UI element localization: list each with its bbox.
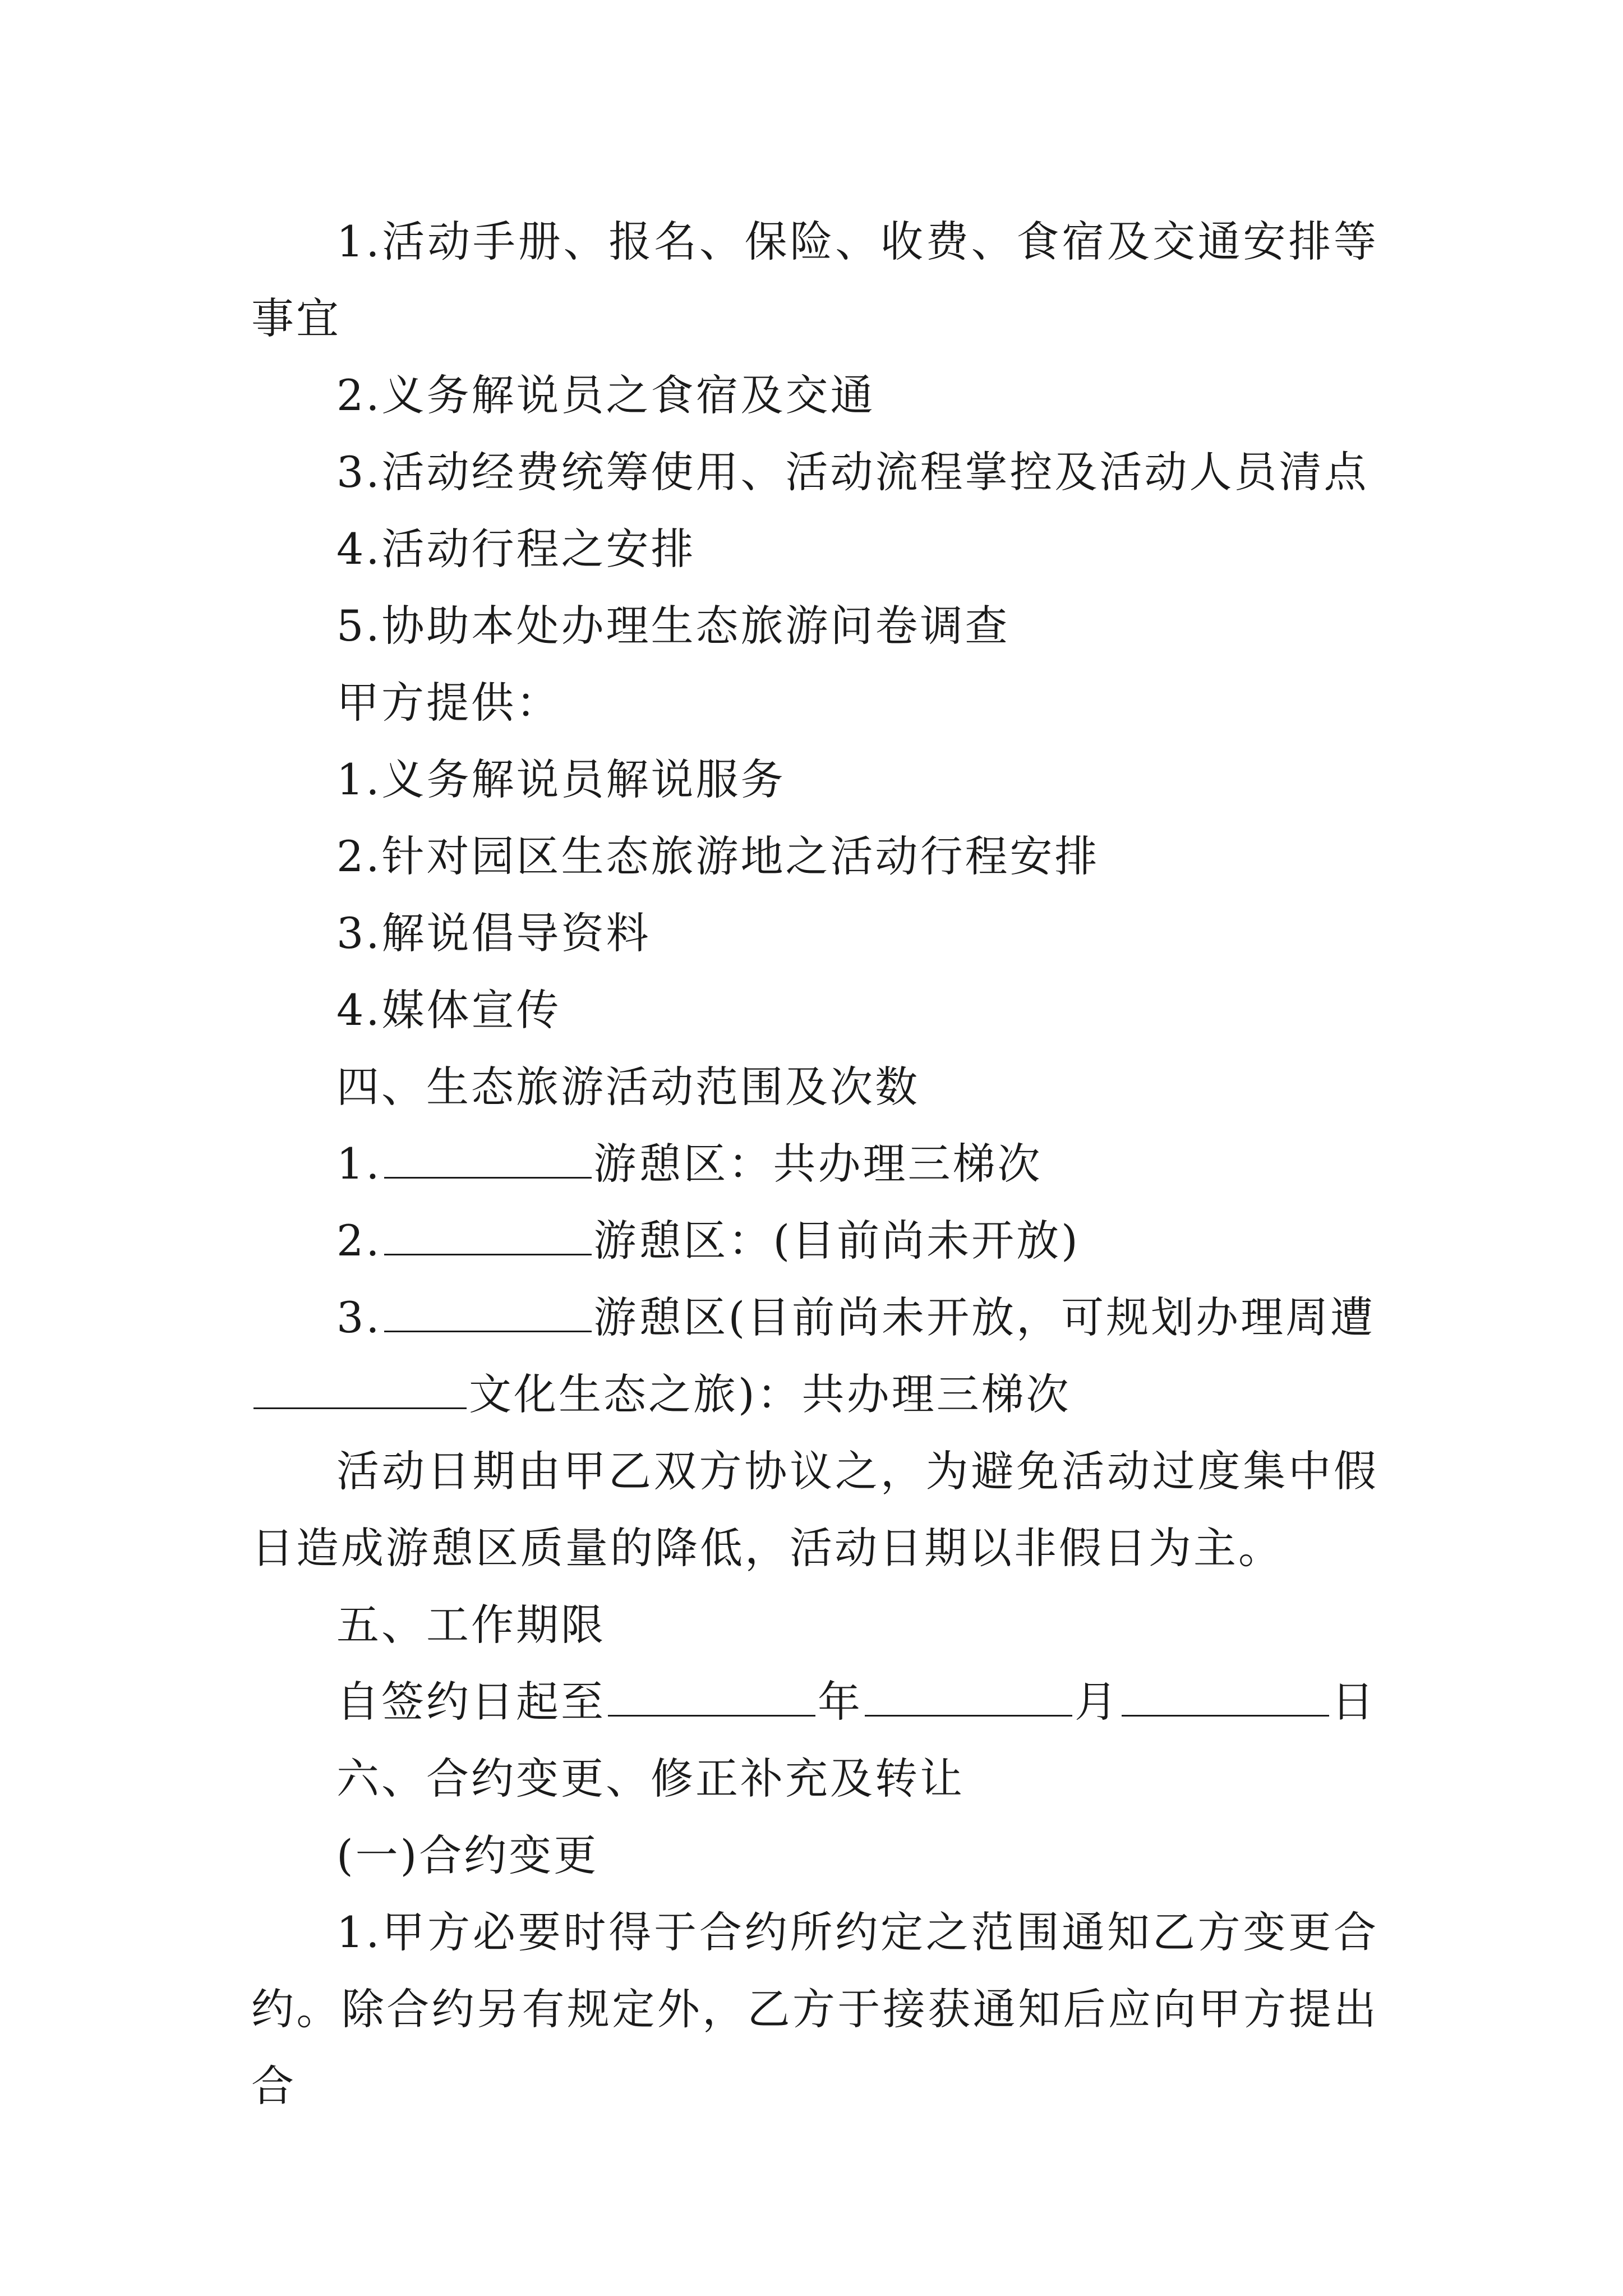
blank-field-year bbox=[608, 1678, 815, 1717]
work-period-prefix: 自签约日起至 bbox=[336, 1677, 606, 1727]
month-label: 月 bbox=[1075, 1677, 1119, 1727]
range-item-3 bbox=[251, 1279, 1378, 1356]
year-label: 年 bbox=[818, 1677, 863, 1727]
party-a-item-2: 2.针对园区生态旅游地之活动行程安排 bbox=[336, 831, 1100, 881]
range-item-1-number: 1. bbox=[336, 1139, 382, 1189]
range-item-2-text: 游憩区：(目前尚未开放) bbox=[593, 1216, 1080, 1266]
paragraph-item-4: 4.活动行程之安排 bbox=[336, 524, 696, 574]
party-a-provides-heading: 甲方提供： bbox=[336, 678, 561, 728]
blank-field-month bbox=[865, 1678, 1072, 1717]
party-a-item-3: 3.解说倡导资料 bbox=[336, 908, 651, 958]
blank-field bbox=[384, 1217, 592, 1255]
range-item-2 bbox=[251, 1202, 1378, 1279]
section-six-heading: 六、合约变更、修正补充及转让 bbox=[336, 1754, 965, 1803]
range-item-3-number: 3. bbox=[336, 1292, 382, 1342]
range-item-3-continued-text: 文化生态之旅)：共办理三梯次 bbox=[469, 1369, 1071, 1419]
document-body bbox=[251, 203, 1378, 2124]
range-item-1 bbox=[251, 1125, 1378, 1202]
blank-field bbox=[384, 1140, 592, 1179]
range-item-1-text: 游憩区：共办理三梯次 bbox=[593, 1139, 1043, 1189]
day-label: 日 bbox=[1331, 1677, 1376, 1727]
range-item-2-number: 2. bbox=[336, 1216, 382, 1266]
paragraph-item-5: 5.协助本处办理生态旅游问卷调查 bbox=[336, 601, 1010, 651]
contract-change-item-1: 1.甲方必要时得于合约所约定之范围通知乙方变更合约。除合约另有规定外，乙方于接获通知后应向甲方提出合 bbox=[251, 1907, 1378, 2111]
section-five-heading: 五、工作期限 bbox=[336, 1600, 606, 1650]
blank-field bbox=[253, 1370, 467, 1409]
party-a-item-1: 1.义务解说员解说服务 bbox=[336, 754, 786, 804]
subsection-contract-change: (一)合约变更 bbox=[336, 1830, 599, 1880]
activity-date-paragraph: 活动日期由甲乙双方协议之，为避免活动过度集中假日造成游憩区质量的降低，活动日期以非假日为主。 bbox=[251, 1446, 1378, 1573]
blank-field-day bbox=[1122, 1678, 1329, 1717]
paragraph-item-2: 2.义务解说员之食宿及交通 bbox=[336, 370, 875, 420]
paragraph-item-1: 1.活动手册、报名、保险、收费、食宿及交通安排等事宜 bbox=[251, 217, 1378, 343]
blank-field bbox=[384, 1294, 592, 1332]
range-item-3-continued bbox=[251, 1356, 1378, 1433]
work-period-line bbox=[251, 1663, 1378, 1740]
paragraph-item-3: 3.活动经费统筹使用、活动流程掌控及活动人员清点 bbox=[336, 447, 1369, 497]
party-a-item-4: 4.媒体宣传 bbox=[336, 985, 561, 1035]
section-four-heading: 四、生态旅游活动范围及次数 bbox=[336, 1062, 920, 1112]
range-item-3-text: 游憩区(目前尚未开放，可规划办理周遭 bbox=[593, 1292, 1376, 1342]
